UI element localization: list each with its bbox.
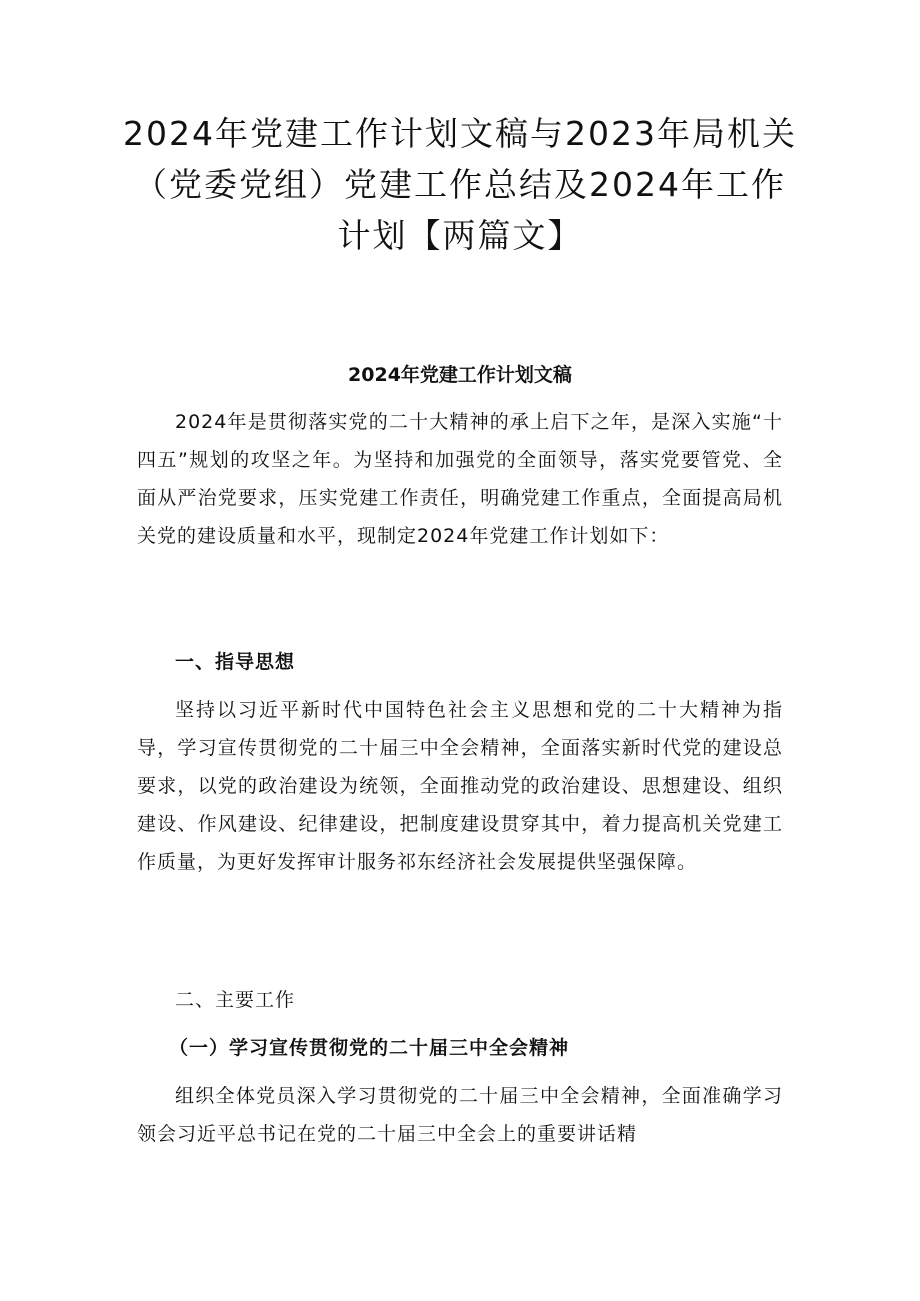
document-title: 2024年党建工作计划文稿与2023年局机关（党委党组）党建工作总结及2024年工作计划【两篇文】 bbox=[123, 114, 797, 255]
intro-paragraph: 2024年是贯彻落实党的二十大精神的承上启下之年，是深入实施“十四五”规划的攻坚之年。为坚持和加强党的全面领导，落实党要管党、全面从严治党要求，压实党建工作责任，明确党建工作重点，全面提高局机关党的建设质量和水平，现制定2024年党建工作计划如下： bbox=[137, 411, 783, 547]
guiding-ideology-paragraph: 坚持以习近平新时代中国特色社会主义思想和党的二十大精神为指导，学习宣传贯彻党的二十届三中全会精神，全面落实新时代党的建设总要求，以党的政治建设为统领，全面推动党的政治建设、思想建设、组织建设、作风建设、纪律建设，把制度建设贯穿其中，着力提高机关党建工作质量，为更好发挥审计服务祁东经济社会发展提供坚强保障。 bbox=[137, 699, 783, 873]
subheading-study-plenum: （一）学习宣传贯彻党的二十届三中全会精神 bbox=[169, 1037, 570, 1059]
heading-main-work: 二、主要工作 bbox=[175, 989, 296, 1011]
study-plenum-paragraph: 组织全体党员深入学习贯彻党的二十届三中全会精神，全面准确学习领会习近平总书记在党的二十届三中全会上的重要讲话精 bbox=[137, 1085, 783, 1145]
heading-guiding-ideology: 一、指导思想 bbox=[175, 651, 296, 673]
section-title: 2024年党建工作计划文稿 bbox=[348, 364, 572, 386]
